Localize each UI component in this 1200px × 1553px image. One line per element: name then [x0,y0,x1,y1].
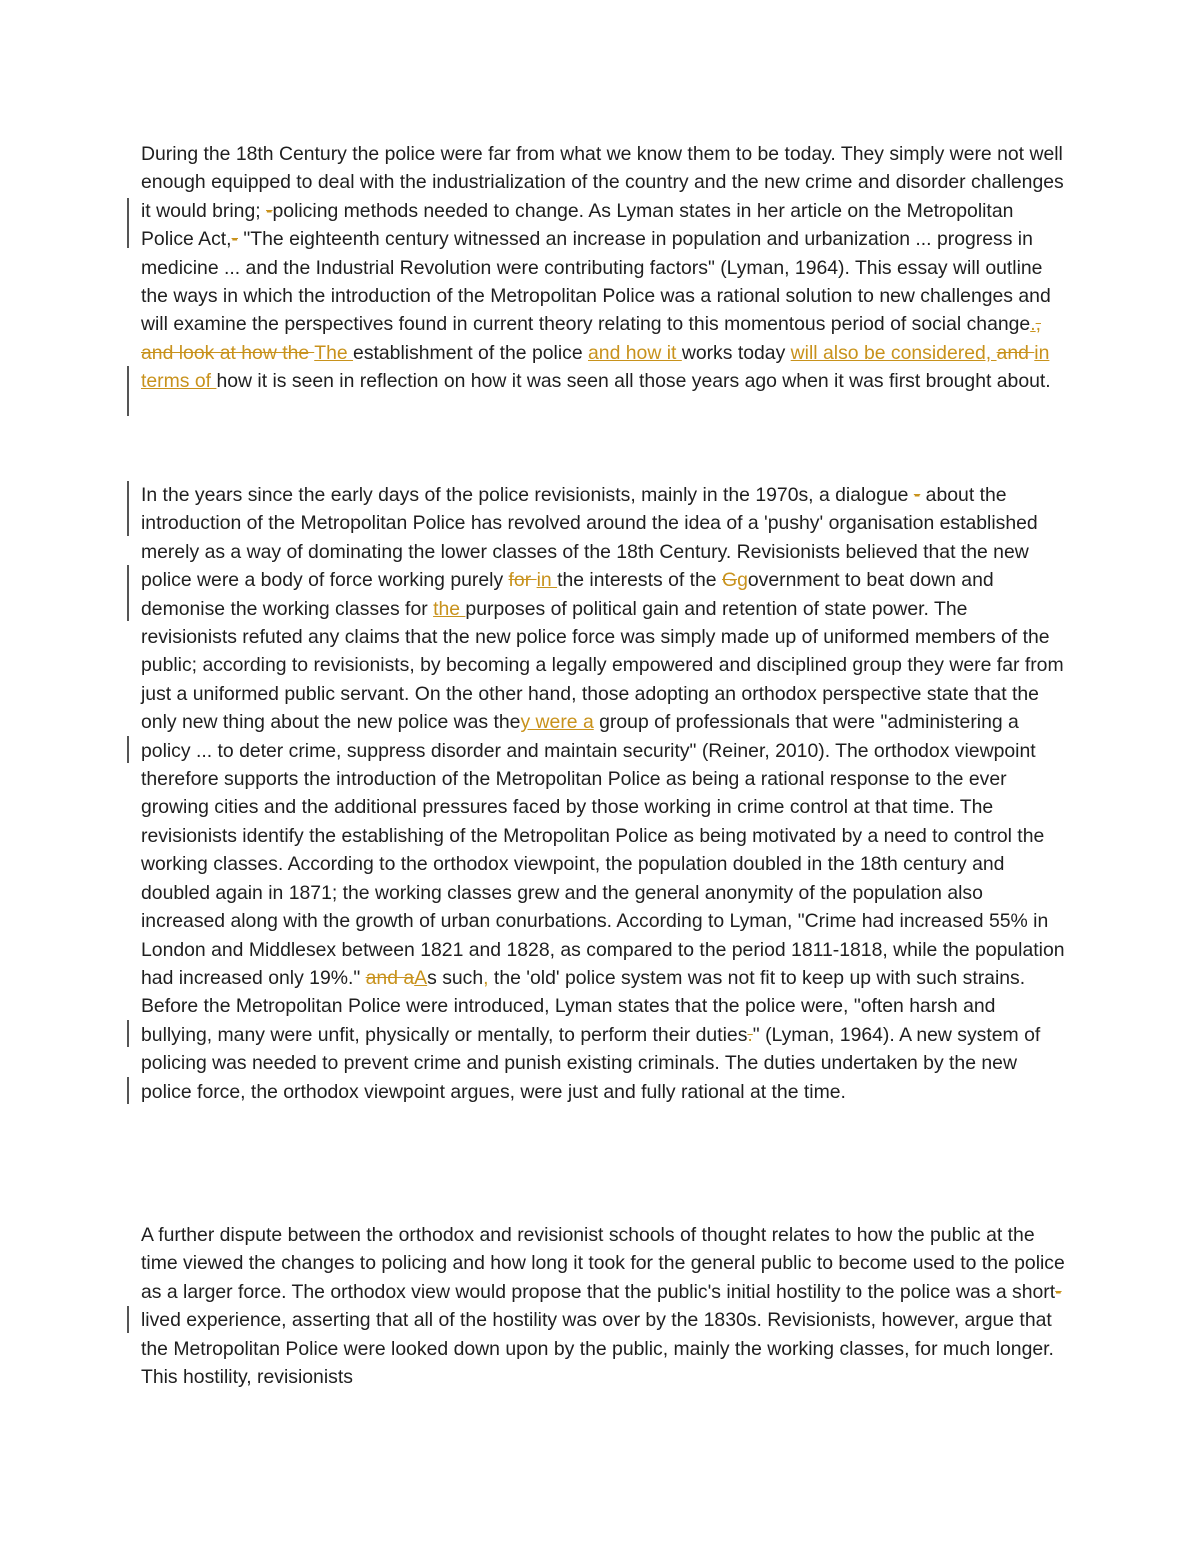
inserted-text: , [483,966,489,989]
change-bar [127,1077,129,1104]
body-text: the interests of the [557,569,722,592]
body-text: During the 18th Century the police were far from what we know them to be today. They simply were not well enough equipped to deal with the industrialization of the country and the new crime and disorder challenges it would bring; [141,143,1064,222]
body-text: purposes of political gain and retention of state power. The revisionists refuted any claims that the new police force was simply made up of uniformed members of the public; according to revisionists, by becoming a legally empowered and disciplined group they were far from just a uniformed public servant. On the other hand, those adopting an orthodox perspective state that the only new thing about the new police was the [141,597,1064,734]
inserted-text: in [536,569,558,592]
inserted-text: in terms of [141,341,1050,393]
deleted-text: and a [365,966,415,989]
body-text: lived experience, asserting that all of the hostility was over by the 1830s. Revisionists, however, argue that the Metropolitan Police were looked down upon by the public, mainly the working classes, for much longer. This hostility, revisionists [141,1309,1054,1389]
body-text: "The eighteenth century witnessed an increase in population and urbanization ... progress in medicine ... and the Industrial Revolution were contributing factors" (Lyman, 1964). This essay will outline the ways in which the introduction of the Metropolitan Police was a rational solution to new challenges and will examine the perspectives found in current theory relating to this momentous period of social change [141,228,1051,336]
body-text: establishment of the police [353,341,589,364]
deleted-text: - [266,199,273,222]
body-text: group of professionals that were "administering a policy ... to deter crime, suppress disorder and maintain security" (Reiner, 2010). The orthodox viewpoint therefore supports the introduction of the Metropolitan Police as being a rational response to the ever growing cities and the additional pressures faced by those working in crime control at that time. The revisionists identify the establishing of the Metropolitan Police as being motivated by a need to control the working classes. According to the orthodox viewpoint, the population doubled in the 18th century and doubled again in 1871; the working classes grew and the general anonymity of the population also increased along with the growth of urban conurbations. According to Lyman, "Crime had increased 55% in London and Middlesex between 1821 and 1828, as compared to the period 1811-1818, while the population had increased only 19%." [141,711,1065,989]
change-bar [127,198,129,248]
body-text: about the introduction of the Metropolitan Police has revolved around the idea of a 'pushy' organisation established merely as a way of dominating the lower classes of the 18th Century. Revisionists believed that the new police were a body of force working purely [141,484,1038,592]
change-bar [127,1020,129,1047]
deleted-text: G [721,569,738,592]
deleted-text: - [231,228,239,251]
body-text: A further dispute between the orthodox and revisionist schools of thought relates to how the public at the time viewed the changes to policing and how long it took for the general public to become used to the police as a larger force. The orthodox view would propose that the public's initial hostility to the police was a short [141,1224,1065,1303]
body-text: overnment to beat down and demonise the working classes for [141,569,994,620]
deleted-text: . [747,1023,753,1046]
inserted-text: y were a [520,711,594,734]
change-bar [127,366,129,416]
body-text: s such [427,966,484,989]
paragraph-2 [141,481,1066,1106]
body-text: works today [681,341,791,364]
inserted-text: and how it [588,341,682,364]
body-text: " (Lyman, 1964). A new system of policing was needed to prevent crime and punish existing criminals. The duties undertaken by the new police force, the orthodox viewpoint argues, were just and fully rational at the time. [141,1023,1041,1103]
body-text: In the years since the early days of the police revisionists, mainly in the 1970s, a dialogue [141,484,914,506]
deleted-text: - [913,484,921,506]
deleted-text: - [1055,1280,1062,1303]
deleted-text: , and look at how the [141,313,1041,364]
deleted-text: and [996,341,1035,364]
inserted-text: will also be considered, [790,341,997,364]
inserted-text: g [737,569,748,592]
paragraph-1 [141,140,1066,396]
body-text: the 'old' police system was not fit to keep up with such strains. Before the Metropolitan Police were introduced, Lyman states that the police were, "often harsh and bullying, many were unfit, physically or mentally, to perform their duties [141,966,1026,1046]
change-bar [127,736,129,763]
inserted-text: A [414,966,428,989]
paragraph-3 [141,1221,1066,1391]
inserted-text: the [433,597,466,620]
change-bar [127,1306,129,1333]
inserted-text: The [314,341,354,364]
body-text: policing methods needed to change. As Lyman states in her article on the Metropolitan Police Act, [141,199,1014,251]
body-text: how it is seen in reflection on how it was seen all those years ago when it was first brought about. [216,370,1051,393]
inserted-text: . [1030,313,1036,336]
change-bar [127,565,129,621]
deleted-text: for [508,569,537,592]
change-bar [127,481,129,536]
